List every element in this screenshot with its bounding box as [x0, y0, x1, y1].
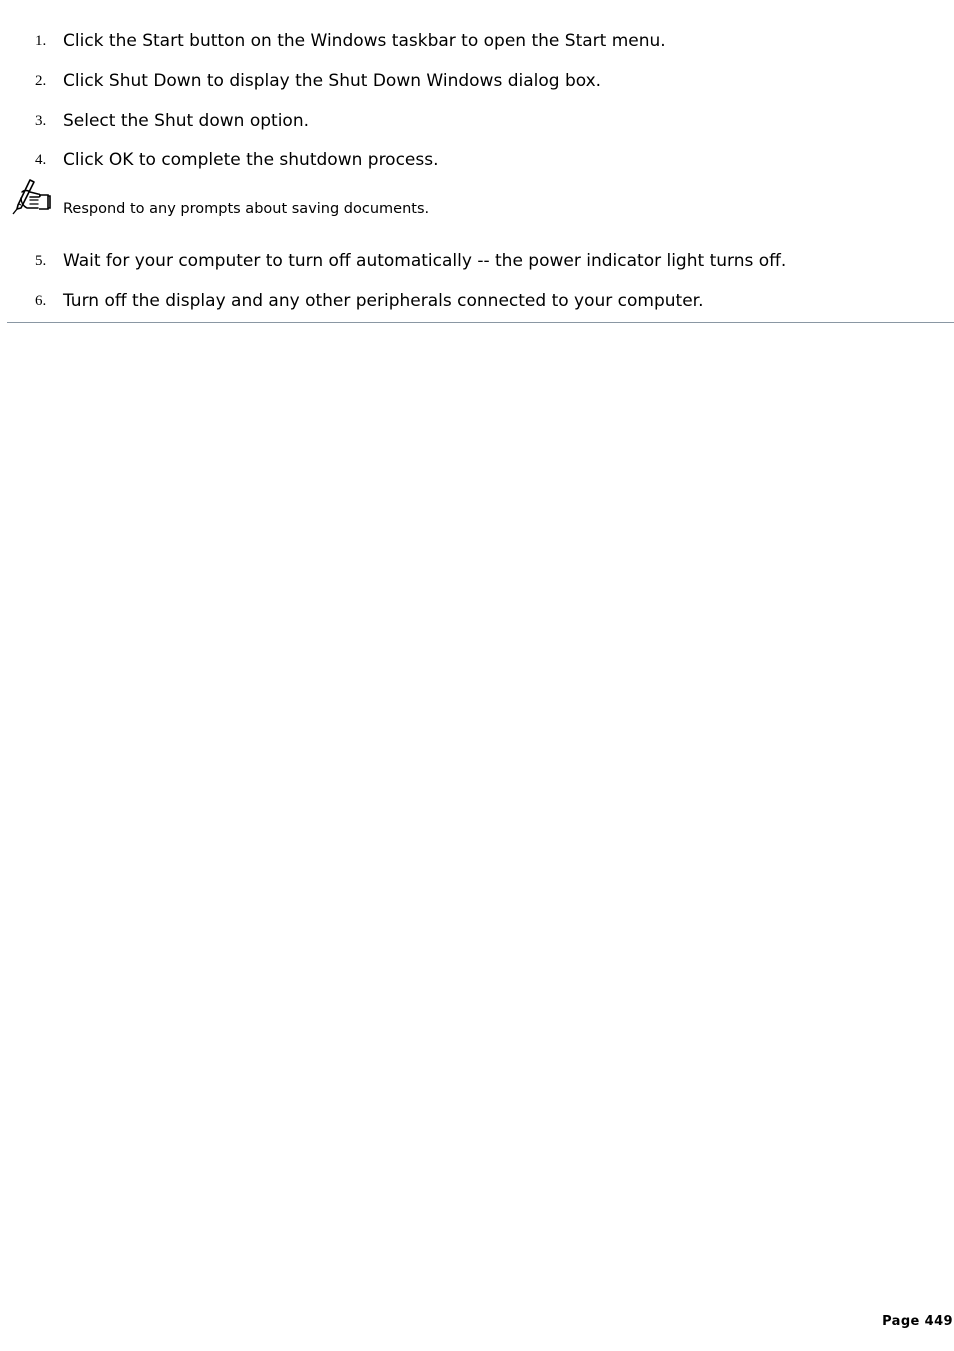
step-number: 3. — [35, 113, 47, 129]
horizontal-divider — [7, 322, 954, 323]
step-text: Click the Start button on the Windows taskbar to open the Start menu. — [63, 31, 666, 51]
pencil-hand-note-icon — [8, 178, 56, 218]
step-number: 2. — [35, 73, 47, 89]
step-text: Click Shut Down to display the Shut Down Windows dialog box. — [63, 71, 602, 91]
step-number: 6. — [35, 293, 47, 309]
page-number: Page 449 — [882, 1314, 953, 1329]
note-text: Respond to any prompts about saving documents. — [63, 201, 430, 217]
step-text: Select the Shut down option. — [63, 111, 309, 131]
step-text: Wait for your computer to turn off automatically -- the power indicator light turns off. — [63, 251, 787, 271]
step-number: 5. — [35, 253, 47, 269]
step-number: 4. — [35, 152, 47, 168]
step-text: Click OK to complete the shutdown process. — [63, 150, 439, 170]
step-number: 1. — [35, 33, 47, 49]
step-text: Turn off the display and any other peripherals connected to your computer. — [63, 291, 704, 311]
note-block — [8, 178, 908, 222]
